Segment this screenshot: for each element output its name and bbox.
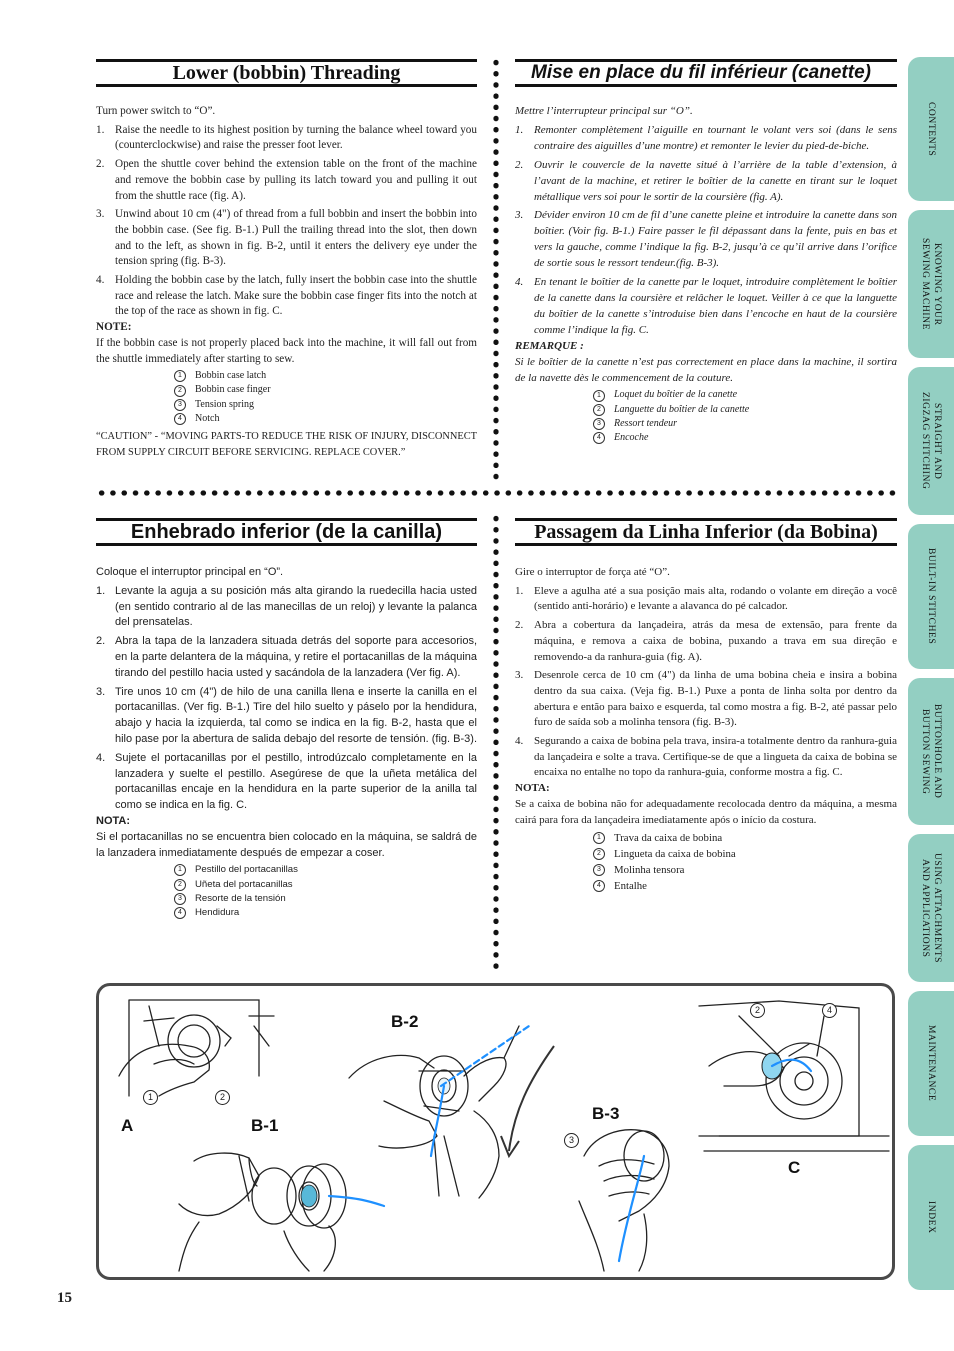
step-en-3: 3. Unwind about 10 cm (4") of thread from a full bobbin and insert the bobbin into the bobbin case. (See fig. B-1.) Pull the trailing thread into the slot, then down and to the left, as shown in fig. B-2, until it enters the delivery eye under the tension spring (fig. B-3). [96, 208, 477, 268]
note-text-en: If the bobbin case is not properly placed back into the machine, it will fall out from the shuttle immediately after starting to sew. [96, 336, 477, 365]
note-text-fr: Si le boîtier de la canette n’est pas correctement en place dans la machine, il sortira de la navette dès le commencement de la couture. [515, 355, 897, 384]
illustration-panel [96, 983, 895, 1280]
note-text-es: Si el portacanillas no se encuentra bien colocado en la máquina, se saldrá de la lanzadera inmediatamente después de empezar a coser. [96, 830, 477, 859]
section-body-en [96, 104, 477, 460]
tab-knowing-your-sewing-machine[interactable]: KNOWING YOUR SEWING MACHINE [908, 210, 954, 358]
note-heading-pt: NOTA: [515, 782, 550, 795]
steps-es [96, 584, 477, 814]
tab-buttonhole-and-button-sewing[interactable]: BUTTONHOLE AND BUTTON SEWING [908, 678, 954, 825]
fig-b2-drawing [349, 1026, 519, 1198]
part-pt-3: 3 Molinha tensora [593, 862, 897, 878]
step-fr-3: 3. Dévider environ 10 cm de fil d’une canette pleine et introduire la canette dans son boîtier. (Voir fig. B-1.) Faire passer le fil dépassant dans la fente, puis en bas et vers la gauche, comme l’indique la fig. B-2, jusqu’à ce qu’il arrive dans l’orifice de sortie sous le ressort tendeur.(fig. B-3). [515, 209, 897, 270]
section-title-pt: Passagem da Linha Inferior (da Bobina) [515, 518, 897, 546]
part-en-3: 3 Tension spring [174, 398, 477, 412]
caution-text: “CAUTION” - “MOVING PARTS-TO REDUCE THE RISK OF INJURY, DISCONNECT FROM SUPPLY CIRCUIT BEFORE SERVICING. REPLACE COVER.” [96, 431, 477, 458]
part-es-3: 3 Resorte de la tensión [174, 892, 477, 906]
callout-2-finger-a: 2 [215, 1090, 230, 1105]
fig-label-b2: B-2 [391, 1012, 419, 1031]
section-body-es [96, 565, 477, 923]
fig-label-a: A [121, 1116, 134, 1135]
callout-2-finger-c: 2 [750, 1003, 765, 1018]
tab-straight-and-zigzag-stitching[interactable]: STRAIGHT AND ZIGZAG STITCHING [908, 367, 954, 515]
part-fr-3: 3 Ressort tendeur [593, 417, 897, 431]
fig-label-c: C [788, 1158, 801, 1177]
step-en-2: 2. Open the shuttle cover behind the extension table on the front of the machine and remove the bobbin case by pulling its latch toward you and pulling it out from the shuttle race (fig. A). [96, 158, 477, 202]
parts-list-fr [593, 388, 897, 445]
part-fr-2: 2 Languette du boîtier de la canette [593, 403, 897, 417]
fig-label-b3: B-3 [592, 1104, 620, 1123]
part-es-2: 2 Uñeta del portacanillas [174, 878, 477, 892]
step-en-4: 4. Holding the bobbin case by the latch, fully insert the bobbin case into the shuttle race and release the latch. Make sure the bobbin case finger fits into the notch at the top of the race as shown in fig. C. [96, 274, 477, 318]
parts-list-es [174, 863, 477, 920]
tab-built-in-stitches[interactable]: BUILT-IN STITCHES [908, 524, 954, 669]
note-heading-en: NOTE: [96, 321, 132, 334]
step-es-1: 1. Levante la aguja a su posición más alta girando la ruedecilla hacia usted (en sentido contrario al de las manecillas de un reloj) y levante la palanca del prensatelas. [96, 584, 477, 629]
note-heading-es: NOTA: [96, 814, 131, 827]
intro-pt: Gire o interruptor de força até “O”. [515, 566, 670, 578]
vertical-divider-top [493, 57, 499, 484]
step-fr-2: 2. Ouvrir le couvercle de la navette situé à l’arrière de la table d’extension, à l’avant de la machine, et retirer le boîtier de la canette en tirant sur le loquet métallique vers soi pour le sortir de la coursière (fig. A). [515, 158, 897, 203]
part-pt-4: 4 Entalhe [593, 878, 897, 894]
step-pt-4: 4. Segurando a caixa de bobina pela trava, insira-a totalmente dentro da ranhura-guia da lançadeira e solte a trava. Certifique-se de que a lingueta da caixa de bobina se encaixa no entalhe no topo da ranhura-guia, conforme mostra a fig. C. [515, 735, 897, 779]
callout-4-notch: 4 [822, 1003, 837, 1018]
part-fr-1: 1 Loquet du boîtier de la canette [593, 388, 897, 402]
section-body-fr [515, 104, 897, 448]
bobbin-illustrations [99, 986, 892, 1277]
horizontal-divider [96, 490, 896, 496]
intro-es: Coloque el interruptor principal en “O”. [96, 566, 284, 578]
note-text-pt: Se a caixa de bobina não for adequadamente recolocada dentro da máquina, a mesma cairá para fora da lançadeira imediatamente após o início da costura. [515, 797, 897, 826]
direction-arrow [509, 1046, 554, 1151]
fig-label-b1: B-1 [251, 1116, 279, 1135]
step-es-2: 2. Abra la tapa de la lanzadera situada detrás del soporte para accesorios, en la parte delantera de la máquina, y retire el portacanillas de la máquina tirando del pestillo hacia usted y sacándola de la lanzadera (Ver fig. A). [96, 635, 477, 679]
step-es-4: 4. Sujete el portacanillas por el pestillo, introdúzcalo completamente en la lanzadera y suelte el pestillo. Asegúrese de que la uñeta metálica del portacanillas encaje en la hendidura en la parte superior de la anilla tal como se indica en la fig. C. [96, 751, 477, 812]
section-title-es: Enhebrado inferior (de la canilla) [96, 518, 477, 546]
tab-index[interactable]: INDEX [908, 1145, 954, 1290]
note-heading-fr: REMARQUE : [515, 339, 584, 352]
step-pt-2: 2. Abra a cobertura da lançadeira, atrás da mesa de extensão, para frente da máquina, e remova a caixa de bobina, puxando a trava em sua direção e removendo-a da ranhura-guia (fig. A). [515, 619, 897, 663]
callout-1-latch: 1 [143, 1090, 158, 1105]
section-body-pt [515, 565, 897, 897]
steps-pt [515, 584, 897, 781]
fig-c-drawing [699, 1001, 889, 1151]
callout-3-spring: 3 [564, 1133, 579, 1148]
steps-en [96, 123, 477, 320]
part-pt-2: 2 Lingueta da caixa de bobina [593, 846, 897, 862]
step-es-3: 3. Tire unos 10 cm (4") de hilo de una canilla llena e inserte la canilla en el portacanillas. (Ver fig. B-1.) Tire del hilo suelto y páselo por la hendidura, abajo y hacia la izquierda, tal como se indica en la fig. B-2, hasta que el hilo pase por la abertura de salida debajo del resorte de tensión. (fig. B-3). [96, 685, 477, 745]
step-fr-1: 1. Remonter complètement l’aiguille en tournant le volant vers soi (dans le sens contraire des aiguilles d’une montre) et remonter le levier du pied-de-biche. [515, 123, 897, 152]
vertical-divider-bottom [493, 513, 499, 973]
step-pt-1: 1. Eleve a agulha até a sua posição mais alta, rodando o volante em direção a você (sentido anti-horário) e levante a alavanca do pé calcador. [515, 584, 897, 613]
part-en-1: 1 Bobbin case latch [174, 369, 477, 383]
tab-contents[interactable]: CONTENTS [908, 57, 954, 201]
fig-b1-drawing [179, 1153, 346, 1271]
step-fr-4: 4. En tenant le boîtier de la canette par le loquet, introduire complètement le boîtier de la canette dans la coursière et relâcher le loquet. Veiller à ce que la languette du boîtier de la canette s’introduise bien dans l’encoche en haut de la coursière comme l’indique la fig. C. [515, 276, 897, 336]
part-es-1: 1 Pestillo del portacanillas [174, 863, 477, 877]
part-pt-1: 1 Trava da caixa de bobina [593, 830, 897, 846]
parts-list-pt [593, 830, 897, 894]
steps-fr [515, 123, 897, 339]
part-en-2: 2 Bobbin case finger [174, 383, 477, 397]
tab-maintenance[interactable]: MAINTENANCE [908, 991, 954, 1136]
intro-fr: Mettre l’interrupteur principal sur “O”. [515, 105, 693, 117]
parts-list-en [174, 369, 477, 426]
page-number: 15 [57, 1290, 72, 1306]
part-en-4: 4 Notch [174, 412, 477, 426]
fig-a-drawing [119, 1000, 274, 1096]
intro-en: Turn power switch to “O”. [96, 105, 216, 117]
part-fr-4: 4 Encoche [593, 431, 897, 445]
step-en-1: 1. Raise the needle to its highest position by turning the balance wheel toward you (counterclockwise) and raise the presser foot lever. [96, 123, 477, 152]
part-es-4: 4 Hendidura [174, 906, 477, 920]
section-title-en: Lower (bobbin) Threading [96, 59, 477, 87]
section-title-fr: Mise en place du fil inférieur (canette) [515, 59, 897, 87]
step-pt-3: 3. Desenrole cerca de 10 cm (4") da linha de uma bobina cheia e insira a bobina dentro da sua caixa. (Veja fig. B-1.) Puxe a ponta de linha solta por dentro da abertura e então para baixo e esquerda, tal como mostra a fig. B-2, até passar pelo furo de saída sob a molinha tensora (fig. B-3). [515, 669, 897, 729]
tab-using-attachments-and-applications[interactable]: USING ATTACHMENTS AND APPLICATIONS [908, 834, 954, 982]
fig-b3-drawing [579, 1130, 669, 1271]
